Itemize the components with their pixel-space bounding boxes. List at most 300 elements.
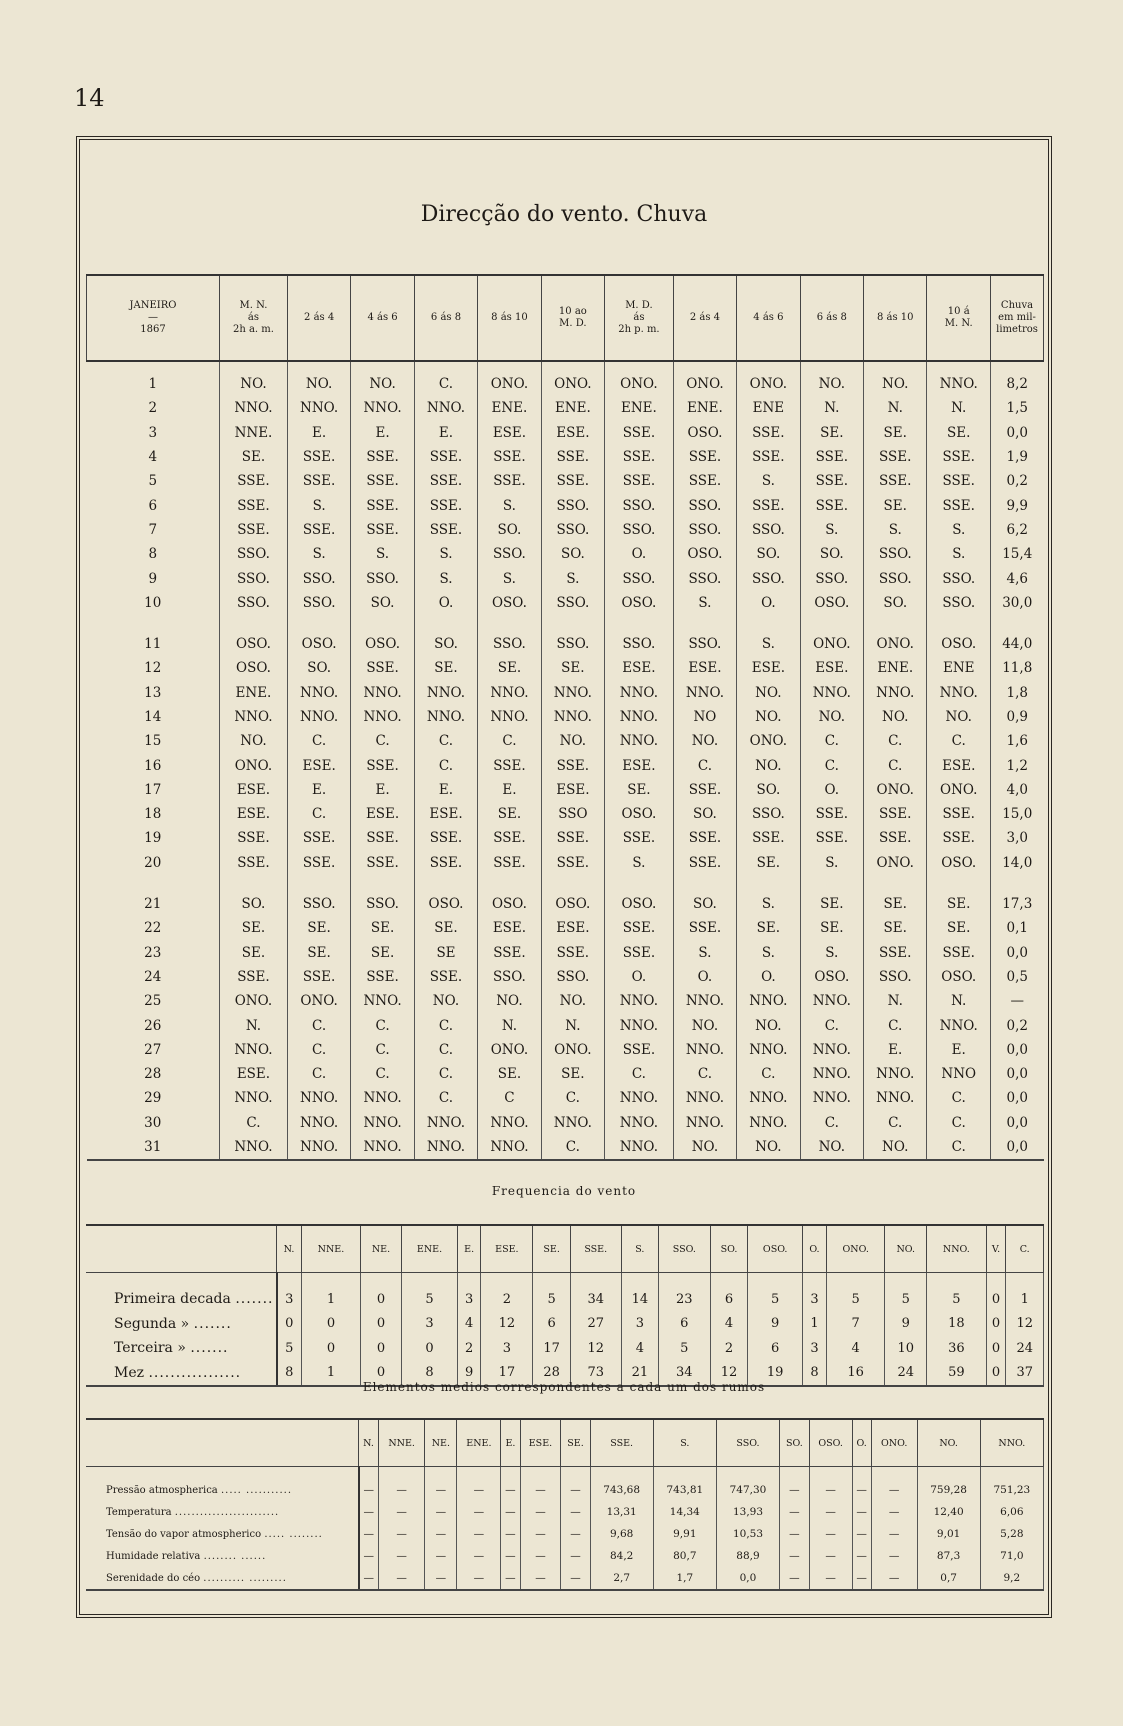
mean-value-cell: —	[520, 1523, 561, 1545]
direction-cell: NNO.	[800, 681, 863, 705]
mean-value-cell: —	[425, 1567, 457, 1590]
day-cell: 16	[87, 753, 220, 777]
count-cell: 9	[885, 1312, 927, 1337]
direction-cell: ONO.	[220, 989, 288, 1013]
table-row	[87, 361, 1044, 396]
direction-cell: NO.	[478, 989, 541, 1013]
frequency-table	[86, 1224, 1044, 1387]
count-cell: 8	[402, 1361, 458, 1387]
direction-cell: ENE.	[541, 396, 604, 420]
count-cell: 3	[802, 1273, 826, 1312]
direction-cell: SSE.	[351, 445, 414, 469]
direction-cell: C.	[351, 1013, 414, 1037]
count-cell: 5	[659, 1336, 710, 1361]
direction-cell: E.	[287, 421, 350, 445]
direction-cell: S.	[414, 542, 477, 566]
mean-value-cell: —	[359, 1545, 379, 1567]
direction-cell: S.	[478, 493, 541, 517]
direction-cell: NNO.	[605, 1111, 674, 1135]
mean-value-cell: 6,06	[980, 1501, 1043, 1523]
direction-cell: NO.	[864, 361, 927, 396]
direction-cell: OSO.	[541, 875, 604, 916]
direction-cell: E.	[287, 778, 350, 802]
rain-cell: 4,0	[991, 778, 1044, 802]
direction-cell: ESE.	[220, 802, 288, 826]
mean-value-cell: —	[871, 1545, 917, 1567]
direction-cell: SSO.	[605, 615, 674, 656]
direction-cell: ONO.	[605, 361, 674, 396]
table-row	[86, 1501, 1044, 1523]
direction-cell: NNO.	[927, 361, 991, 396]
table-row	[87, 566, 1044, 590]
direction-cell: SSE.	[673, 916, 736, 940]
direction-cell: NO.	[673, 1135, 736, 1160]
direction-cell: SSO.	[673, 518, 736, 542]
direction-cell: SSO.	[605, 493, 674, 517]
count-cell: 6	[533, 1312, 570, 1337]
mean-value-cell: 2,7	[590, 1567, 653, 1590]
table-row	[87, 916, 1044, 940]
mean-value-cell: —	[457, 1567, 501, 1590]
direction-cell: SSE.	[605, 826, 674, 850]
row-label-text: Temperatura	[106, 1506, 172, 1518]
direction-cell: ESE.	[478, 421, 541, 445]
direction-cell: E.	[864, 1038, 927, 1062]
table-row	[87, 469, 1044, 493]
direction-cell: C.	[673, 753, 736, 777]
rain-cell: 1,2	[991, 753, 1044, 777]
day-cell: 26	[87, 1013, 220, 1037]
mean-value-cell: —	[780, 1567, 810, 1590]
count-cell: 7	[826, 1312, 884, 1337]
direction-cell: SE.	[478, 1062, 541, 1086]
direction-cell: NO.	[287, 361, 350, 396]
count-cell: 0	[360, 1361, 401, 1387]
direction-cell: SE.	[605, 778, 674, 802]
direction-cell: N.	[478, 1013, 541, 1037]
direction-cell: SSE.	[927, 469, 991, 493]
row-label	[86, 1567, 359, 1590]
count-cell: 36	[927, 1336, 987, 1361]
column-header: SSE.	[570, 1225, 621, 1273]
mean-value-cell: —	[457, 1545, 501, 1567]
direction-cell: SSE.	[737, 826, 800, 850]
direction-cell: SO.	[673, 802, 736, 826]
direction-cell: NO.	[737, 1135, 800, 1160]
direction-cell: S.	[673, 941, 736, 965]
table-row	[87, 753, 1044, 777]
direction-cell: SSO.	[220, 542, 288, 566]
direction-cell: SSE.	[864, 826, 927, 850]
direction-cell: NNO.	[478, 681, 541, 705]
direction-cell: NNO.	[220, 396, 288, 420]
direction-cell: NNO.	[414, 396, 477, 420]
mean-value-cell: 12,40	[917, 1501, 980, 1523]
direction-cell: NNO.	[414, 681, 477, 705]
mean-value-cell: —	[359, 1501, 379, 1523]
direction-cell: ESE.	[673, 656, 736, 680]
direction-cell: NNO.	[673, 1086, 736, 1110]
column-header: E.	[501, 1419, 520, 1467]
direction-cell: SE.	[351, 916, 414, 940]
column-header: SSO.	[716, 1419, 779, 1467]
column-header: JANEIRO — 1867	[87, 275, 220, 361]
direction-cell: ONO.	[541, 1038, 604, 1062]
mean-value-cell: 743,68	[590, 1467, 653, 1502]
rain-cell: 0,0	[991, 1062, 1044, 1086]
direction-cell: C.	[737, 1062, 800, 1086]
mean-value-cell: —	[852, 1567, 871, 1590]
direction-cell: SSO.	[541, 591, 604, 615]
direction-cell: SSE.	[220, 826, 288, 850]
direction-cell: ONO.	[864, 615, 927, 656]
count-cell: 34	[659, 1361, 710, 1387]
mean-value-cell: 10,53	[716, 1523, 779, 1545]
column-header: NNE.	[379, 1419, 425, 1467]
row-label-text: Tensão do vapor atmospherico	[106, 1528, 262, 1540]
direction-cell: NNO.	[220, 1086, 288, 1110]
direction-cell: SE.	[220, 445, 288, 469]
direction-cell: SO.	[414, 615, 477, 656]
direction-cell: ONO.	[737, 729, 800, 753]
leader-dots: ........ ......	[203, 1550, 267, 1562]
direction-cell: SSO.	[287, 566, 350, 590]
column-header: M. D. ás 2h p. m.	[605, 275, 674, 361]
direction-cell: SSO.	[541, 965, 604, 989]
direction-cell: N.	[927, 989, 991, 1013]
direction-cell: S.	[800, 518, 863, 542]
direction-cell: OSO.	[673, 542, 736, 566]
direction-cell: SSE.	[864, 469, 927, 493]
direction-cell: S.	[605, 851, 674, 875]
direction-cell: SSE.	[800, 469, 863, 493]
table-row	[87, 989, 1044, 1013]
table-row	[87, 518, 1044, 542]
table-row	[86, 1312, 1044, 1337]
direction-cell: N.	[864, 989, 927, 1013]
direction-cell: C.	[800, 1111, 863, 1135]
direction-cell: SSE.	[800, 445, 863, 469]
direction-cell: NO.	[541, 729, 604, 753]
direction-cell: N.	[220, 1013, 288, 1037]
count-cell: 2	[457, 1336, 480, 1361]
mean-value-cell: —	[457, 1467, 501, 1502]
count-cell: 4	[457, 1312, 480, 1337]
rain-cell: 0,2	[991, 1013, 1044, 1037]
direction-cell: NNO.	[737, 1111, 800, 1135]
table-row	[87, 542, 1044, 566]
column-header: NNE.	[302, 1225, 361, 1273]
mean-value-cell: 14,34	[653, 1501, 716, 1523]
mean-value-cell: 9,2	[980, 1567, 1043, 1590]
mean-value-cell: 743,81	[653, 1467, 716, 1502]
row-label	[86, 1467, 359, 1502]
column-header: NNO.	[927, 1225, 987, 1273]
table-row	[87, 421, 1044, 445]
table-row	[87, 1111, 1044, 1135]
direction-cell: N.	[800, 396, 863, 420]
direction-cell: NNO.	[351, 1111, 414, 1135]
count-cell: 3	[802, 1336, 826, 1361]
direction-cell: SSE.	[220, 851, 288, 875]
day-cell: 13	[87, 681, 220, 705]
direction-cell: NNO.	[478, 1135, 541, 1160]
direction-cell: OSO.	[927, 615, 991, 656]
direction-cell: SSE.	[541, 941, 604, 965]
rain-cell: 0,0	[991, 1111, 1044, 1135]
page-title: Direcção do vento. Chuva	[420, 202, 708, 227]
column-header: 10 ao M. D.	[541, 275, 604, 361]
mean-value-cell: —	[520, 1467, 561, 1502]
direction-cell: S.	[800, 941, 863, 965]
mean-value-cell: —	[379, 1501, 425, 1523]
direction-cell: SE.	[541, 656, 604, 680]
direction-cell: NO	[673, 705, 736, 729]
direction-cell: C.	[800, 753, 863, 777]
mean-value-cell: —	[561, 1501, 590, 1523]
count-cell: 0	[986, 1273, 1006, 1312]
direction-cell: S.	[351, 542, 414, 566]
column-header: C.	[1006, 1225, 1044, 1273]
direction-cell: C.	[864, 1013, 927, 1037]
direction-cell: SSE.	[220, 493, 288, 517]
direction-cell: SSO.	[800, 566, 863, 590]
mean-value-cell: —	[561, 1467, 590, 1502]
direction-cell: ENE.	[220, 681, 288, 705]
mean-value-cell: 87,3	[917, 1545, 980, 1567]
direction-cell: NO.	[800, 705, 863, 729]
count-cell: 37	[1006, 1361, 1044, 1387]
mean-value-cell: —	[561, 1523, 590, 1545]
direction-cell: SSE.	[351, 826, 414, 850]
count-cell: 27	[570, 1312, 621, 1337]
count-cell: 9	[457, 1361, 480, 1387]
column-header: 8 ás 10	[478, 275, 541, 361]
column-header: SE.	[561, 1419, 590, 1467]
mean-value-cell: —	[780, 1545, 810, 1567]
count-cell: 5	[748, 1273, 803, 1312]
count-cell: 0	[360, 1273, 401, 1312]
row-label	[86, 1545, 359, 1567]
table-frame	[76, 136, 1052, 1618]
count-cell: 1	[302, 1273, 361, 1312]
direction-cell: ONO.	[478, 361, 541, 396]
direction-cell: N.	[927, 396, 991, 420]
direction-cell: ESE.	[351, 802, 414, 826]
count-cell: 59	[927, 1361, 987, 1387]
direction-cell: SSE.	[605, 941, 674, 965]
rain-cell: 15,0	[991, 802, 1044, 826]
direction-cell: SSE.	[673, 778, 736, 802]
direction-cell: C.	[414, 1013, 477, 1037]
direction-cell: OSO.	[414, 875, 477, 916]
direction-cell: NNO.	[351, 1135, 414, 1160]
direction-cell: SSO.	[605, 518, 674, 542]
rain-cell: 30,0	[991, 591, 1044, 615]
direction-cell: ESE.	[541, 421, 604, 445]
column-header: ENE.	[457, 1419, 501, 1467]
day-cell: 18	[87, 802, 220, 826]
direction-cell: ESE.	[800, 656, 863, 680]
mean-value-cell: —	[520, 1545, 561, 1567]
direction-cell: SE.	[800, 916, 863, 940]
column-header: 4 ás 6	[351, 275, 414, 361]
column-header: SSO.	[659, 1225, 710, 1273]
table-row	[87, 1013, 1044, 1037]
count-cell: 5	[402, 1273, 458, 1312]
count-cell: 6	[748, 1336, 803, 1361]
direction-cell: OSO.	[673, 421, 736, 445]
mean-value-cell: —	[871, 1467, 917, 1502]
direction-cell: E.	[351, 778, 414, 802]
direction-cell: ENE.	[673, 396, 736, 420]
count-cell: 6	[659, 1312, 710, 1337]
direction-cell: SSE.	[414, 851, 477, 875]
direction-cell: SSE.	[287, 445, 350, 469]
direction-cell: NO.	[737, 705, 800, 729]
column-header: O.	[852, 1419, 871, 1467]
leader-dots: .........................	[174, 1506, 280, 1518]
direction-cell: OSO.	[605, 591, 674, 615]
direction-cell: SE.	[927, 875, 991, 916]
table-row	[86, 1545, 1044, 1567]
mean-value-cell: —	[501, 1567, 520, 1590]
table-row	[87, 705, 1044, 729]
day-cell: 8	[87, 542, 220, 566]
direction-cell: SSO.	[541, 493, 604, 517]
count-cell: 4	[621, 1336, 658, 1361]
count-cell: 8	[802, 1361, 826, 1387]
elements-title: Elementos medios correspondentes a cada um dos rumos	[362, 1380, 766, 1394]
count-cell: 0	[986, 1336, 1006, 1361]
mean-value-cell: 759,28	[917, 1467, 980, 1502]
direction-cell: NNO.	[800, 989, 863, 1013]
direction-cell: SSE.	[673, 445, 736, 469]
direction-cell: C.	[414, 361, 477, 396]
row-label	[86, 1501, 359, 1523]
direction-cell: SSE.	[414, 469, 477, 493]
direction-cell: C.	[414, 729, 477, 753]
direction-cell: ESE.	[414, 802, 477, 826]
count-cell: 1	[1006, 1273, 1044, 1312]
mean-value-cell: —	[379, 1545, 425, 1567]
rain-cell: 1,8	[991, 681, 1044, 705]
column-header: S.	[653, 1419, 716, 1467]
direction-cell: NNO.	[737, 1086, 800, 1110]
direction-cell: C.	[478, 729, 541, 753]
column-header: O.	[802, 1225, 826, 1273]
direction-cell: SSE.	[478, 753, 541, 777]
leader-dots: ..... ........	[264, 1528, 323, 1540]
mean-value-cell: —	[809, 1467, 852, 1502]
column-header: NO.	[917, 1419, 980, 1467]
mean-value-cell: 84,2	[590, 1545, 653, 1567]
direction-cell: NNO.	[351, 396, 414, 420]
direction-cell: ESE.	[605, 753, 674, 777]
table-row	[87, 826, 1044, 850]
direction-cell: NNO.	[287, 705, 350, 729]
direction-cell: SSE.	[478, 469, 541, 493]
table-row	[87, 802, 1044, 826]
direction-cell: OSO.	[927, 965, 991, 989]
direction-cell: NNO.	[541, 681, 604, 705]
count-cell: 5	[277, 1336, 302, 1361]
leader-dots: .......	[193, 1315, 232, 1332]
direction-cell: SSE.	[351, 753, 414, 777]
direction-cell: ENE.	[864, 656, 927, 680]
direction-cell: E.	[478, 778, 541, 802]
ditto-mark: »	[180, 1315, 190, 1332]
count-cell: 0	[986, 1312, 1006, 1337]
direction-cell: SSE.	[927, 802, 991, 826]
direction-cell: C.	[287, 1013, 350, 1037]
mean-value-cell: —	[780, 1523, 810, 1545]
row-label	[86, 1336, 277, 1361]
mean-value-cell: —	[520, 1501, 561, 1523]
direction-cell: NO.	[737, 681, 800, 705]
leader-dots: ..... ...........	[220, 1484, 293, 1496]
direction-cell: SSO.	[351, 566, 414, 590]
direction-cell: N.	[864, 396, 927, 420]
direction-cell: NO.	[673, 1013, 736, 1037]
direction-cell: NNO.	[287, 1086, 350, 1110]
direction-cell: ESE.	[478, 916, 541, 940]
direction-cell: C.	[541, 1135, 604, 1160]
direction-cell: NNO.	[605, 681, 674, 705]
rain-cell: 6,2	[991, 518, 1044, 542]
direction-cell: O.	[605, 542, 674, 566]
day-cell: 28	[87, 1062, 220, 1086]
direction-cell: SSE.	[927, 445, 991, 469]
direction-cell: NNO.	[737, 989, 800, 1013]
table-row	[87, 396, 1044, 420]
column-header: NNO.	[980, 1419, 1043, 1467]
direction-cell: NNO.	[800, 1038, 863, 1062]
direction-cell: ONO.	[864, 778, 927, 802]
day-cell: 1	[87, 361, 220, 396]
direction-cell: SSO.	[351, 875, 414, 916]
corner-cell	[86, 1225, 277, 1273]
direction-cell: ENE	[927, 656, 991, 680]
day-cell: 23	[87, 941, 220, 965]
direction-cell: C	[478, 1086, 541, 1110]
rain-cell: 14,0	[991, 851, 1044, 875]
rain-cell: 0,9	[991, 705, 1044, 729]
column-header: 6 ás 8	[800, 275, 863, 361]
direction-cell: SSO.	[864, 965, 927, 989]
direction-cell: C.	[220, 1111, 288, 1135]
direction-cell: NNO.	[478, 705, 541, 729]
direction-cell: ONO.	[737, 361, 800, 396]
direction-cell: SSE.	[414, 493, 477, 517]
mean-value-cell: 747,30	[716, 1467, 779, 1502]
direction-cell: O.	[605, 965, 674, 989]
direction-cell: OSO.	[927, 851, 991, 875]
direction-cell: ESE.	[287, 753, 350, 777]
direction-cell: S.	[737, 615, 800, 656]
direction-cell: SSO.	[864, 542, 927, 566]
column-header: 8 ás 10	[864, 275, 927, 361]
direction-cell: SSE.	[414, 445, 477, 469]
direction-cell: SSO.	[927, 566, 991, 590]
table-row	[87, 591, 1044, 615]
direction-cell: S.	[864, 518, 927, 542]
rain-cell: —	[991, 989, 1044, 1013]
column-header: E.	[457, 1225, 480, 1273]
day-cell: 24	[87, 965, 220, 989]
mean-value-cell: —	[520, 1567, 561, 1590]
count-cell: 17	[481, 1361, 533, 1387]
